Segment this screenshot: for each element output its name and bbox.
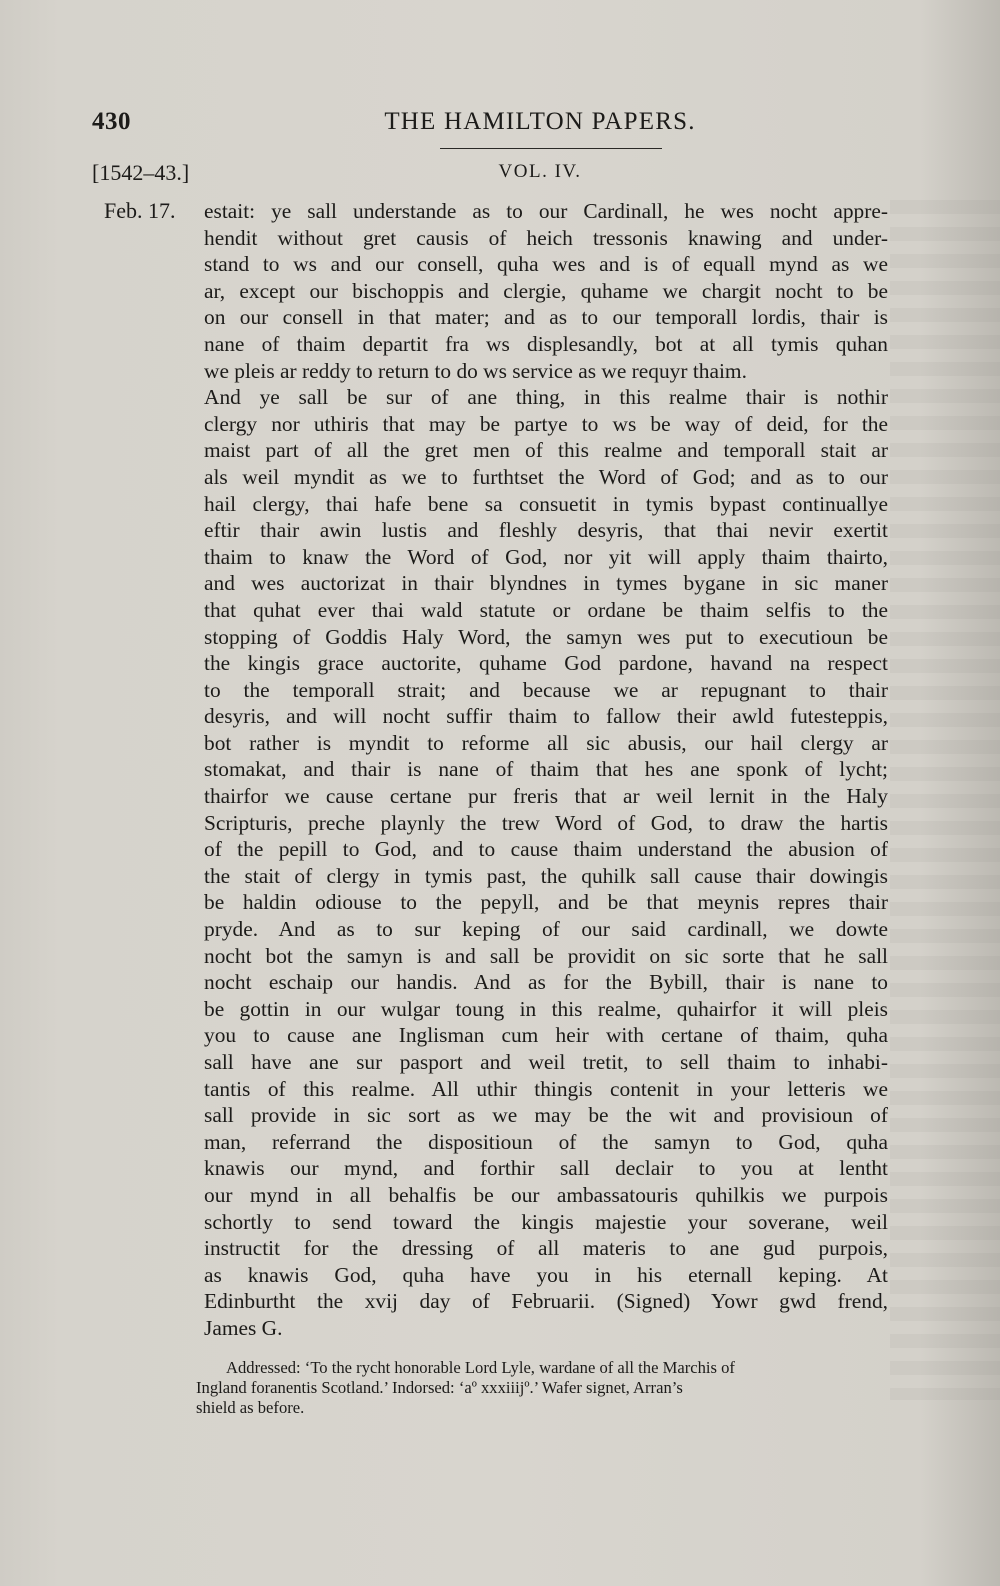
- letter-line: nocht bot the samyn is and sall be providit on sic sorte that he sall: [204, 943, 888, 968]
- letter-line: tantis of this realme. All uthir thingis contenit in your letteris we: [204, 1076, 888, 1101]
- letter-line: be haldin odiouse to the pepyll, and be that meynis repres thair: [204, 890, 888, 915]
- letter-line: thairfor we cause certane pur freris that ar weil lernit in the Haly: [204, 784, 888, 809]
- show-through-text: [890, 200, 1000, 1400]
- letter-line: ar, except our bischoppis and clergie, quhame we chargit nocht to be: [204, 278, 888, 303]
- letter-body: [204, 198, 888, 1342]
- letter-line: hail clergy, thai hafe bene sa consuetit in tymis bypast continuallye: [204, 491, 888, 516]
- letter-line: man, referrand the dispositioun of the samyn to God, quha: [204, 1129, 888, 1154]
- letter-line: als weil myndit as we to furthtset the Word of God; and as to our: [204, 464, 888, 489]
- volume-label: VOL. IV.: [498, 161, 582, 182]
- letter-line: our mynd in all behalfis be our ambassatouris quhilkis we purpois: [204, 1182, 888, 1207]
- letter-line: that quhat ever thai wald statute or ordane be thaim selfis to the: [204, 597, 888, 622]
- letter-line: hendit without gret causis of heich tressonis knawing and under-: [204, 225, 888, 250]
- letter-line: to the temporall strait; and because we ar repugnant to thair: [204, 677, 888, 702]
- letter-line: schortly to send toward the kingis majestie your soverane, weil: [204, 1209, 888, 1234]
- letter-line: the kingis grace auctorite, quhame God pardone, havand na respect: [204, 651, 888, 676]
- letter-line: knawis our mynd, and forthir sall declair to you at lentht: [204, 1156, 888, 1181]
- letter-line: be gottin in our wulgar toung in this realme, quhairfor it will pleis: [204, 996, 888, 1021]
- header-rule: [440, 148, 662, 149]
- letter-line: desyris, and will nocht suffir thaim to fallow their awld futesteppis,: [204, 704, 888, 729]
- letter-line: bot rather is myndit to reforme all sic abusis, our hail clergy ar: [204, 730, 888, 755]
- letter-line: on our consell in that mater; and as to our temporall lordis, thair is: [204, 305, 888, 330]
- letter-line: sall have ane sur pasport and weil tretit, to sell thaim to inhabi-: [204, 1050, 888, 1074]
- letter-line: stopping of Goddis Haly Word, the samyn wes put to executioun be: [204, 624, 888, 649]
- letter-line: And ye sall be sur of ane thing, in this realme thair is nothir: [204, 385, 888, 410]
- running-title: THE HAMILTON PAPERS.: [384, 108, 696, 135]
- letter-line: and wes auctorizat in thair blyndnes in tymes bygane in sic maner: [204, 571, 888, 596]
- letter-line: as knawis God, quha have you in his eternall keping. At: [204, 1262, 888, 1287]
- letter-line: eftir thair awin lustis and fleshly desyris, that thai nevir exertit: [204, 518, 888, 543]
- margin-date: Feb. 17.: [104, 198, 176, 223]
- letter-line: we pleis ar reddy to return to do ws service as we requyr thaim.: [204, 358, 747, 383]
- note-line: shield as before.: [196, 1398, 305, 1417]
- letter-line: instructit for the dressing of all materis to ane gud purpois,: [204, 1236, 888, 1261]
- letter-line: the stait of clergy in tymis past, the quhilk sall cause thair dowingis: [204, 863, 888, 888]
- letter-line: of the pepill to God, and to cause thaim understand the abusion of: [204, 837, 888, 862]
- letter-line: stand to ws and our consell, quha wes and is of equall mynd as we: [204, 252, 888, 277]
- letter-line: estait: ye sall understande as to our Cardinall, he wes nocht appre-: [204, 199, 888, 223]
- year-bracket: [1542–43.]: [92, 160, 190, 185]
- letter-line: Scripturis, preche playnly the trew Word of God, to draw the hartis: [204, 810, 888, 835]
- page-number: 430: [92, 108, 131, 135]
- letter-line: nane of thaim departit fra ws displesandly, bot at all tymis quhan: [204, 331, 888, 356]
- letter-line: clergy nor uthiris that may be partye to ws be way of deid, for the: [204, 411, 888, 436]
- note-line: Ingland foranentis Scotland.’ Indorsed: ‘aº xxxiiijº.’ Wafer signet, Arran’s: [196, 1378, 683, 1397]
- letter-line: you to cause ane Inglisman cum heir with certane of thaim, quha: [204, 1023, 888, 1048]
- note-line: Addressed: ‘To the rycht honorable Lord Lyle, wardane of all the Marchis of: [226, 1358, 735, 1377]
- letter-line: nocht eschaip our handis. And as for the Bybill, thair is nane to: [204, 970, 888, 995]
- letter-line: James G.: [204, 1315, 283, 1340]
- letter-line: sall provide in sic sort as we may be the wit and provisioun of: [204, 1103, 888, 1128]
- letter-line: maist part of all the gret men of this realme and temporall stait ar: [204, 438, 888, 463]
- letter-line: stomakat, and thair is nane of thaim that hes ane sponk of lycht;: [204, 757, 888, 782]
- letter-line: pryde. And as to sur keping of our said cardinall, we dowte: [204, 917, 888, 942]
- letter-line: Edinburtht the xvij day of Februarii. (Signed) Yowr gwd frend,: [204, 1289, 888, 1314]
- letter-line: thaim to knaw the Word of God, nor yit will apply thaim thairto,: [204, 544, 888, 569]
- endorsement-note: [196, 1358, 888, 1418]
